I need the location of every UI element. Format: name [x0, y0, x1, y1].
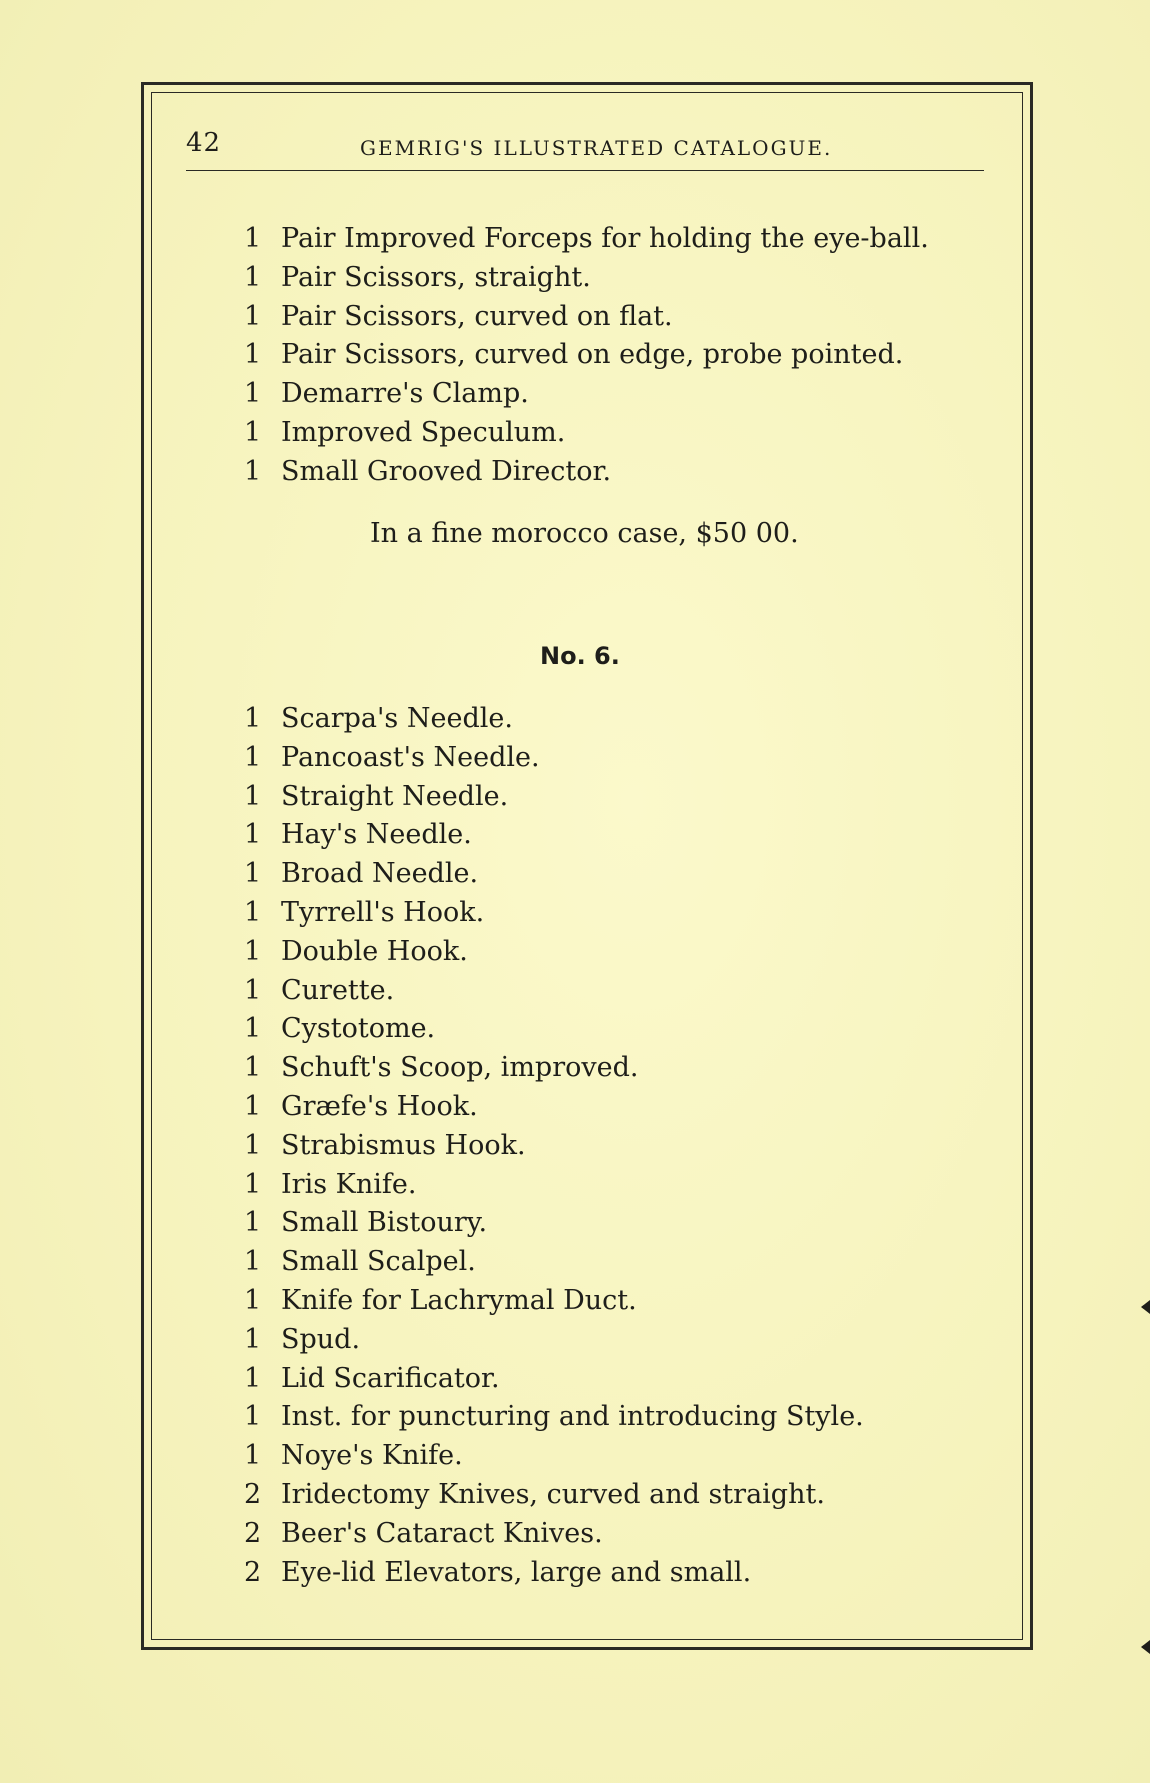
list-item	[244, 778, 984, 817]
item-text: Beer's Cataract Knives.	[281, 1517, 603, 1549]
item-quantity: 1	[244, 378, 262, 410]
item-quantity: 1	[244, 223, 262, 254]
list-item	[244, 220, 984, 259]
list-item	[244, 1088, 984, 1127]
binding-mark	[1141, 1300, 1150, 1314]
list-item	[244, 700, 984, 739]
item-quantity: 1	[244, 339, 262, 371]
item-text: Strabismus Hook.	[281, 1129, 526, 1161]
item-quantity: 1	[244, 935, 262, 967]
item-quantity: 1	[244, 819, 262, 851]
item-quantity: 1	[244, 1207, 262, 1239]
item-quantity: 1	[244, 703, 262, 734]
item-text: Tyrrell's Hook.	[281, 896, 485, 928]
list-item	[244, 1398, 984, 1437]
item-quantity: 1	[244, 896, 262, 928]
item-text: Knife for Lachrymal Duct.	[281, 1284, 637, 1316]
item-quantity: 1	[244, 1323, 262, 1355]
list-item	[244, 298, 984, 337]
item-text: Spud.	[281, 1323, 361, 1355]
item-text: Eye-lid Elevators, large and small.	[281, 1556, 752, 1588]
item-quantity: 1	[244, 1440, 262, 1472]
item-quantity: 1	[244, 1013, 262, 1045]
item-text: Pair Improved Forceps for holding the eye-ball.	[281, 223, 929, 254]
list-item	[244, 1282, 984, 1321]
list-item	[244, 1515, 984, 1554]
item-quantity: 1	[244, 741, 262, 773]
list-item	[244, 1243, 984, 1282]
item-text: Noye's Knife.	[281, 1440, 463, 1472]
list-item	[244, 1204, 984, 1243]
set-6-item-list	[244, 700, 984, 1592]
item-quantity: 1	[244, 974, 262, 1006]
item-text: Cystotome.	[281, 1013, 436, 1045]
item-text: Broad Needle.	[281, 858, 479, 890]
item-quantity: 1	[244, 1052, 262, 1084]
item-text: Demarre's Clamp.	[281, 378, 529, 410]
item-quantity: 2	[244, 1517, 262, 1549]
item-quantity: 1	[244, 416, 262, 448]
item-quantity: 1	[244, 1246, 262, 1278]
list-item	[244, 1166, 984, 1205]
item-text: Lid Scarificator.	[281, 1362, 500, 1394]
item-quantity: 1	[244, 1362, 262, 1394]
item-quantity: 1	[244, 858, 262, 890]
list-item	[244, 414, 984, 453]
list-item	[244, 1554, 984, 1593]
item-text: Curette.	[281, 974, 395, 1006]
list-item	[244, 933, 984, 972]
list-item	[244, 259, 984, 298]
list-item	[244, 375, 984, 414]
item-text: Scarpa's Needle.	[281, 703, 513, 734]
item-text: Iris Knife.	[281, 1168, 417, 1200]
item-text: Small Bistoury.	[281, 1207, 488, 1239]
list-item	[244, 972, 984, 1011]
item-text: Hay's Needle.	[281, 819, 472, 851]
item-text: Pair Scissors, curved on edge, probe pointed.	[281, 339, 904, 371]
list-item	[244, 1127, 984, 1166]
list-item	[244, 1049, 984, 1088]
list-item	[244, 739, 984, 778]
list-item	[244, 894, 984, 933]
item-text: Schuft's Scoop, improved.	[281, 1052, 639, 1084]
set-5-item-list	[244, 220, 984, 492]
list-item	[244, 453, 984, 492]
price-note: In a fine morocco case, $50 00.	[370, 518, 799, 549]
item-text: Pair Scissors, curved on flat.	[281, 300, 673, 332]
list-item	[244, 1321, 984, 1360]
list-item	[244, 1476, 984, 1515]
item-quantity: 1	[244, 455, 262, 487]
item-quantity: 2	[244, 1556, 262, 1588]
item-quantity: 1	[244, 1129, 262, 1161]
list-item	[244, 336, 984, 375]
item-text: Pancoast's Needle.	[281, 741, 540, 773]
item-text: Græfe's Hook.	[281, 1090, 478, 1122]
list-item	[244, 1360, 984, 1399]
item-quantity: 1	[244, 1090, 262, 1122]
list-item	[244, 1437, 984, 1476]
item-text: Iridectomy Knives, curved and straight.	[281, 1478, 825, 1510]
page-number: 42	[186, 128, 222, 158]
header-rule	[186, 170, 984, 171]
item-quantity: 1	[244, 780, 262, 812]
item-text: Small Scalpel.	[281, 1246, 476, 1278]
running-title: GEMRIG'S ILLUSTRATED CATALOGUE.	[360, 136, 833, 160]
item-text: Double Hook.	[281, 935, 468, 967]
list-item	[244, 855, 984, 894]
item-quantity: 1	[244, 1168, 262, 1200]
item-quantity: 1	[244, 300, 262, 332]
item-text: Small Grooved Director.	[281, 455, 612, 487]
binding-mark	[1141, 1640, 1150, 1654]
list-item	[244, 1010, 984, 1049]
item-text: Pair Scissors, straight.	[281, 261, 591, 293]
item-text: Straight Needle.	[281, 780, 509, 812]
item-quantity: 1	[244, 1401, 262, 1433]
item-quantity: 1	[244, 261, 262, 293]
item-quantity: 1	[244, 1284, 262, 1316]
item-text: Improved Speculum.	[281, 416, 566, 448]
item-text: Inst. for puncturing and introducing Style.	[281, 1401, 864, 1433]
list-item	[244, 816, 984, 855]
item-quantity: 2	[244, 1478, 262, 1510]
section-title: No. 6.	[540, 642, 620, 670]
